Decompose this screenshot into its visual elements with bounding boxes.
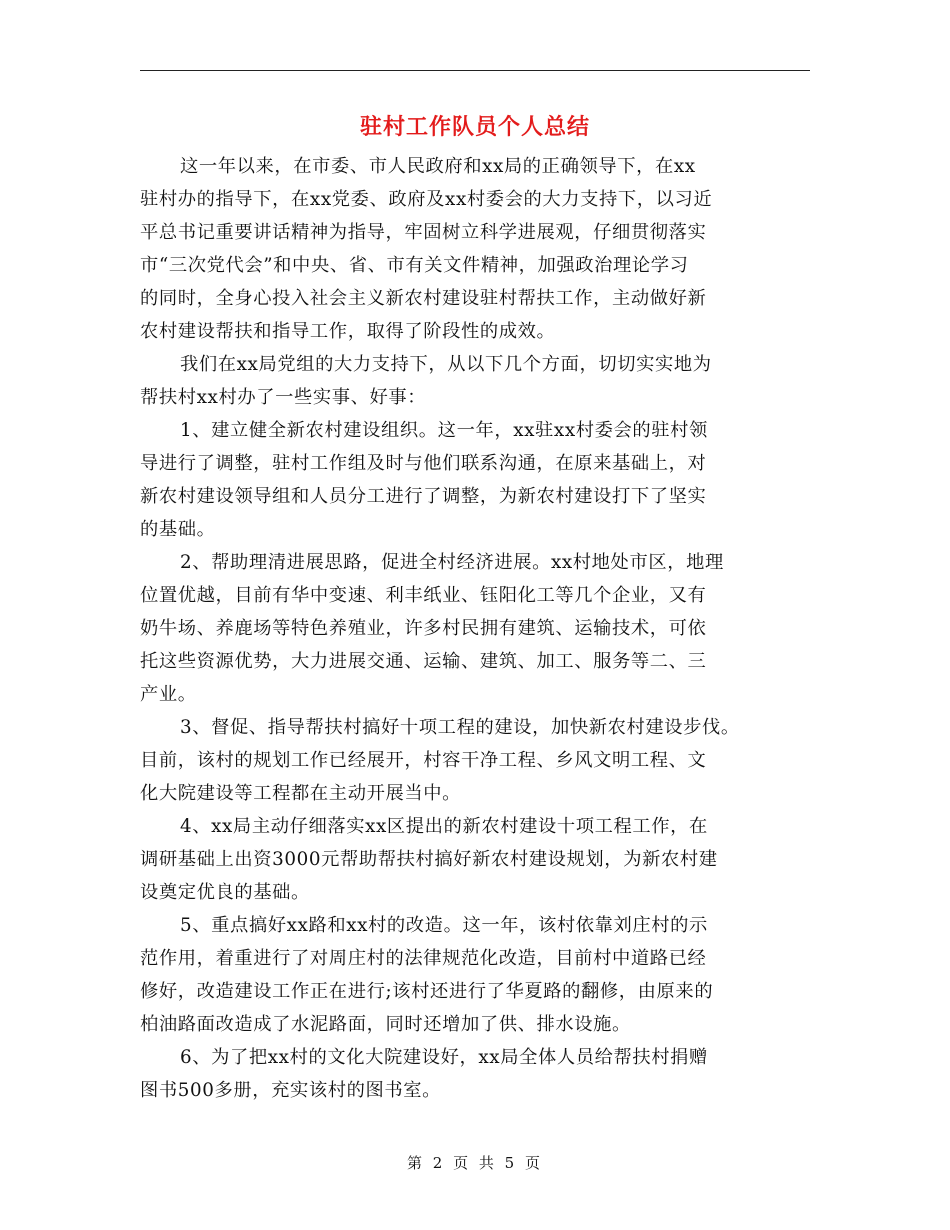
text-line: 帮扶村xx村办了一些实事、好事： bbox=[140, 387, 427, 408]
text-line: 5、重点搞好xx路和xx村的改造。这一年，该村依靠刘庄村的示 bbox=[180, 915, 708, 936]
document-body bbox=[140, 150, 812, 1107]
text-line: 平总书记重要讲话精神为指导，牢固树立科学进展观，仔细贯彻落实 bbox=[140, 222, 707, 243]
text-line: 市“三次党代会”和中央、省、市有关文件精神，加强政治理论学习 bbox=[140, 255, 689, 276]
text-line: 修好，改造建设工作正在进行;该村还进行了华夏路的翻修，由原来的 bbox=[140, 981, 714, 1002]
text-line: 这一年以来，在市委、市人民政府和xx局的正确领导下，在xx bbox=[180, 156, 696, 177]
text-line: 导进行了调整，驻村工作组及时与他们联系沟通，在原来基础上，对 bbox=[140, 453, 707, 474]
text-line: 的同时，全身心投入社会主义新农村建设驻村帮扶工作，主动做好新 bbox=[140, 288, 707, 309]
text-line: 我们在xx局党组的大力支持下，从以下几个方面，切切实实地为 bbox=[180, 354, 712, 375]
text-line: 设奠定优良的基础。 bbox=[140, 882, 310, 903]
page-number-footer: 第 2 页 共 5 页 bbox=[407, 1154, 543, 1172]
text-line: 范作用，着重进行了对周庄村的法律规范化改造，目前村中道路已经 bbox=[140, 948, 707, 969]
text-line: 驻村办的指导下，在xx党委、政府及xx村委会的大力支持下，以习近 bbox=[140, 189, 713, 210]
document-title: 驻村工作队员个人总结 bbox=[359, 114, 590, 140]
text-line: 3、督促、指导帮扶村搞好十项工程的建设，加快新农村建设步伐。 bbox=[180, 717, 740, 738]
text-line: 调研基础上出资3000元帮助帮扶村搞好新农村建设规划，为新农村建 bbox=[140, 849, 718, 870]
text-line: 位置优越，目前有华中变速、利丰纸业、钰阳化工等几个企业，又有 bbox=[140, 585, 707, 606]
text-line: 目前，该村的规划工作已经展开，村容干净工程、乡风文明工程、文 bbox=[140, 750, 707, 771]
text-line: 产业。 bbox=[140, 684, 197, 705]
text-line: 1、建立健全新农村建设组织。这一年，xx驻xx村委会的驻村领 bbox=[180, 420, 708, 441]
text-line: 托这些资源优势，大力进展交通、运输、建筑、加工、服务等二、三 bbox=[140, 651, 707, 672]
text-line: 2、帮助理清进展思路，促进全村经济进展。xx村地处市区，地理 bbox=[180, 552, 724, 573]
text-line: 奶牛场、养鹿场等特色养殖业，许多村民拥有建筑、运输技术，可依 bbox=[140, 618, 707, 639]
text-line: 图书500多册，充实该村的图书室。 bbox=[140, 1080, 442, 1101]
text-line: 的基础。 bbox=[140, 519, 216, 540]
text-line: 农村建设帮扶和指导工作，取得了阶段性的成效。 bbox=[140, 321, 556, 342]
header-rule bbox=[140, 70, 810, 71]
text-line: 新农村建设领导组和人员分工进行了调整，为新农村建设打下了坚实 bbox=[140, 486, 707, 507]
text-line: 6、为了把xx村的文化大院建设好，xx局全体人员给帮扶村捐赠 bbox=[180, 1047, 708, 1068]
text-line: 4、xx局主动仔细落实xx区提出的新农村建设十项工程工作，在 bbox=[180, 816, 708, 837]
text-line: 柏油路面改造成了水泥路面，同时还增加了供、排水设施。 bbox=[140, 1014, 631, 1035]
text-line: 化大院建设等工程都在主动开展当中。 bbox=[140, 783, 461, 804]
